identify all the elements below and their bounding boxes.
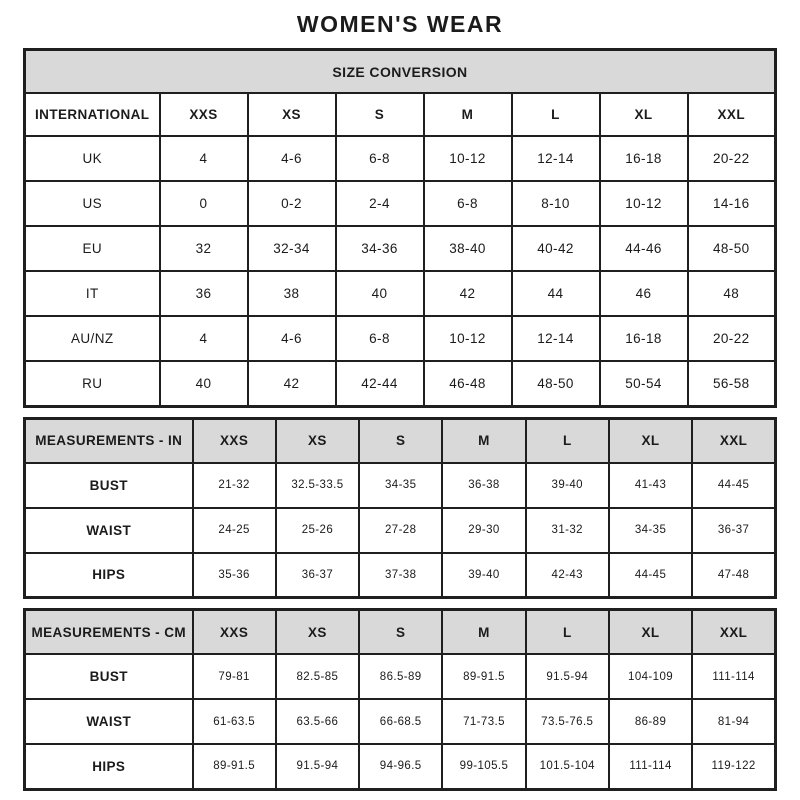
value-cell: 111-114 [609,744,692,789]
value-cell: 34-36 [336,226,424,271]
value-cell: 6-8 [336,136,424,181]
value-cell: 6-8 [424,181,512,226]
value-cell: 36 [160,271,248,316]
row-label: IT [25,271,160,316]
value-cell: 42 [424,271,512,316]
value-cell: 27-28 [359,508,442,553]
value-cell: 8-10 [512,181,600,226]
col-header-cell: XL [609,610,692,655]
table-row [25,271,776,316]
column-header-row [25,418,776,463]
value-cell: 24-25 [193,508,276,553]
col-header-cell: XXS [193,418,276,463]
value-cell: 63.5-66 [276,699,359,744]
table-row [25,654,776,699]
value-cell: 40 [336,271,424,316]
value-cell: 16-18 [600,136,688,181]
col-header-cell: S [359,610,442,655]
size-conversion-table [23,48,777,408]
table-row [25,361,776,406]
value-cell: 42 [248,361,336,406]
value-cell: 4 [160,136,248,181]
value-cell: 81-94 [692,699,775,744]
value-cell: 86.5-89 [359,654,442,699]
col-header-cell: S [359,418,442,463]
value-cell: 35-36 [193,553,276,598]
value-cell: 48-50 [512,361,600,406]
value-cell: 42-43 [526,553,609,598]
value-cell: 79-81 [193,654,276,699]
col-header-cell: XS [276,418,359,463]
col-header-cell: XXS [193,610,276,655]
value-cell: 44 [512,271,600,316]
value-cell: 44-45 [609,553,692,598]
measurements-cm-table [23,608,777,791]
value-cell: 82.5-85 [276,654,359,699]
table-row [25,508,776,553]
value-cell: 36-38 [442,463,525,508]
corner-header-cell: MEASUREMENTS - CM [25,610,193,655]
row-label: RU [25,361,160,406]
corner-header-cell: MEASUREMENTS - IN [25,418,193,463]
value-cell: 36-37 [276,553,359,598]
col-header-cell: XXL [692,418,775,463]
col-header-cell: XS [276,610,359,655]
value-cell: 94-96.5 [359,744,442,789]
value-cell: 10-12 [600,181,688,226]
column-header-row [25,610,776,655]
col-header-cell: XXS [160,93,248,136]
row-label: UK [25,136,160,181]
table-row [25,226,776,271]
value-cell: 86-89 [609,699,692,744]
value-cell: 47-48 [692,553,775,598]
col-header-cell: XXL [692,610,775,655]
col-header-cell: S [336,93,424,136]
value-cell: 0-2 [248,181,336,226]
value-cell: 73.5-76.5 [526,699,609,744]
value-cell: 48-50 [688,226,776,271]
value-cell: 2-4 [336,181,424,226]
value-cell: 34-35 [609,508,692,553]
col-header-cell: XL [600,93,688,136]
value-cell: 21-32 [193,463,276,508]
value-cell: 42-44 [336,361,424,406]
value-cell: 34-35 [359,463,442,508]
row-label: AU/NZ [25,316,160,361]
row-label: EU [25,226,160,271]
row-label: BUST [25,463,193,508]
value-cell: 14-16 [688,181,776,226]
value-cell: 71-73.5 [442,699,525,744]
value-cell: 40 [160,361,248,406]
row-label: WAIST [25,508,193,553]
value-cell: 91.5-94 [526,654,609,699]
value-cell: 50-54 [600,361,688,406]
value-cell: 25-26 [276,508,359,553]
value-cell: 40-42 [512,226,600,271]
value-cell: 0 [160,181,248,226]
value-cell: 39-40 [526,463,609,508]
table-row [25,316,776,361]
value-cell: 37-38 [359,553,442,598]
value-cell: 20-22 [688,136,776,181]
table-row [25,553,776,598]
value-cell: 101.5-104 [526,744,609,789]
value-cell: 56-58 [688,361,776,406]
value-cell: 91.5-94 [276,744,359,789]
value-cell: 10-12 [424,136,512,181]
value-cell: 39-40 [442,553,525,598]
value-cell: 4 [160,316,248,361]
page-title: WOMEN'S WEAR [296,11,504,37]
row-label: HIPS [25,553,193,598]
corner-header-cell: INTERNATIONAL [25,93,160,136]
value-cell: 36-37 [692,508,775,553]
value-cell: 10-12 [424,316,512,361]
table-band-row [25,50,776,94]
table-row [25,744,776,789]
value-cell: 4-6 [248,136,336,181]
row-label: US [25,181,160,226]
size-chart-page [0,11,800,791]
table-row [25,136,776,181]
value-cell: 89-91.5 [193,744,276,789]
col-header-cell: XS [248,93,336,136]
value-cell: 12-14 [512,316,600,361]
value-cell: 29-30 [442,508,525,553]
value-cell: 12-14 [512,136,600,181]
value-cell: 31-32 [526,508,609,553]
value-cell: 46-48 [424,361,512,406]
value-cell: 48 [688,271,776,316]
value-cell: 104-109 [609,654,692,699]
value-cell: 38 [248,271,336,316]
row-label: WAIST [25,699,193,744]
column-header-row [25,93,776,136]
value-cell: 38-40 [424,226,512,271]
col-header-cell: XXL [688,93,776,136]
size-conversion-band-title: SIZE CONVERSION [25,50,776,94]
value-cell: 32-34 [248,226,336,271]
value-cell: 99-105.5 [442,744,525,789]
value-cell: 89-91.5 [442,654,525,699]
value-cell: 4-6 [248,316,336,361]
value-cell: 41-43 [609,463,692,508]
value-cell: 66-68.5 [359,699,442,744]
value-cell: 44-45 [692,463,775,508]
value-cell: 16-18 [600,316,688,361]
value-cell: 32 [160,226,248,271]
col-header-cell: L [526,418,609,463]
table-row [25,463,776,508]
value-cell: 119-122 [692,744,775,789]
col-header-cell: M [442,610,525,655]
col-header-cell: M [424,93,512,136]
value-cell: 44-46 [600,226,688,271]
value-cell: 61-63.5 [193,699,276,744]
measurements-in-table [23,417,777,600]
value-cell: 111-114 [692,654,775,699]
col-header-cell: M [442,418,525,463]
table-row [25,181,776,226]
col-header-cell: L [512,93,600,136]
table-row [25,699,776,744]
value-cell: 46 [600,271,688,316]
col-header-cell: L [526,610,609,655]
value-cell: 32.5-33.5 [276,463,359,508]
col-header-cell: XL [609,418,692,463]
value-cell: 6-8 [336,316,424,361]
value-cell: 20-22 [688,316,776,361]
row-label: BUST [25,654,193,699]
row-label: HIPS [25,744,193,789]
